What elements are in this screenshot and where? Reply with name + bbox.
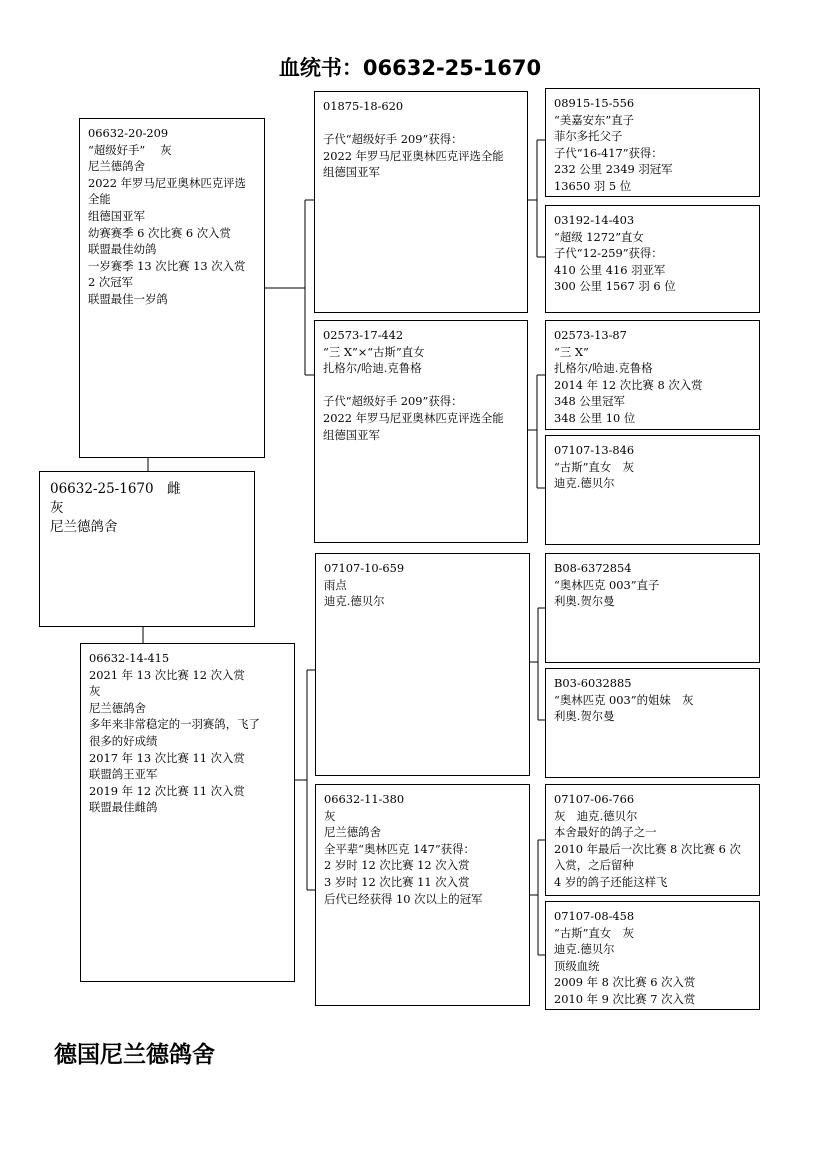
card-line: 扎格尔/哈迪.克鲁格 <box>323 361 422 376</box>
card-line: “三 X”×“古斯”直女 <box>323 344 425 359</box>
pedigree-card-gg2 <box>545 205 760 313</box>
card-line: 组德国亚军 <box>88 208 145 223</box>
card-line: 灰 <box>89 684 101 699</box>
ring-number: 08915-15-556 <box>554 96 635 110</box>
card-line: 2022 年罗马尼亚奥林匹克评选全能 <box>88 175 246 207</box>
pedigree-card-sire-sire <box>314 91 528 313</box>
card-line: “超级好手” 灰 <box>88 142 172 157</box>
card-line: 灰 <box>324 808 336 823</box>
card-line: 联盟鸽王亚军 <box>89 767 158 782</box>
card-line: “超级 1272”直女 <box>554 229 644 244</box>
card-line: 2022 年罗马尼亚奥林匹克评选全能 <box>323 148 504 163</box>
card-line: 尼兰德鸽舍 <box>88 159 145 174</box>
ring-number: 06632-11-380 <box>324 792 405 806</box>
pedigree-card-gg7 <box>545 784 760 896</box>
card-line: 利奥.贺尔曼 <box>554 709 615 724</box>
loft-name-footer: 德国尼兰德鸽舍 <box>54 1042 215 1068</box>
ring-number: 06632-14-415 <box>89 651 170 665</box>
card-line: 顶级血统 <box>554 958 600 973</box>
card-line: 全平辈“奥林匹克 147”获得： <box>324 841 475 856</box>
ring-number: 02573-17-442 <box>323 328 404 342</box>
card-line: 联盟最佳一岁鸽 <box>88 291 168 306</box>
card-line: 很多的好成绩 <box>89 733 158 748</box>
card-line: 扎格尔/哈迪.克鲁格 <box>554 361 653 376</box>
card-line: 组德国亚军 <box>323 165 380 180</box>
pedigree-card-sire <box>79 118 265 458</box>
card-line: “奥林匹克 003”的姐妹 灰 <box>554 692 694 707</box>
ring-number: B08-6372854 <box>554 561 632 575</box>
ring-number: B03-6032885 <box>554 676 632 690</box>
card-line: 灰 <box>50 500 64 516</box>
card-line: 348 公里 10 位 <box>554 410 636 425</box>
card-line: 232 公里 2349 羽冠军 <box>554 162 673 177</box>
ring-number: 07107-08-458 <box>554 909 635 923</box>
card-line: 410 公里 416 羽亚军 <box>554 262 666 277</box>
card-line: 尼兰德鸽舍 <box>324 825 381 840</box>
card-line <box>323 377 519 394</box>
ring-number: 07107-10-659 <box>324 561 405 575</box>
card-line: 一岁赛季 13 次比赛 13 次入赏 <box>88 258 246 273</box>
card-line: “古斯”直女 灰 <box>554 459 634 474</box>
card-line: 尼兰德鸽舍 <box>50 519 118 535</box>
card-line: 本舍最好的鸽子之一 <box>554 825 657 840</box>
card-line: 2019 年 12 次比赛 11 次入赏 <box>89 783 245 798</box>
pedigree-card-dam-dam <box>315 784 530 1006</box>
ring-number: 02573-13-87 <box>554 328 627 342</box>
card-line: 13650 羽 5 位 <box>554 178 632 193</box>
pedigree-card-dam <box>80 643 295 982</box>
card-line: 4 岁的鸽子还能这样飞 <box>554 874 668 889</box>
card-line: 348 公里冠军 <box>554 394 625 409</box>
card-line: 雨点 <box>324 577 347 592</box>
pedigree-card-gg4 <box>545 435 760 545</box>
card-line: 子代“超级好手 209”获得： <box>323 132 463 147</box>
card-line: 组德国亚军 <box>323 427 380 442</box>
ring-number: 06632-25-1670 雌 <box>50 481 181 497</box>
pedigree-card-subject <box>39 471 255 627</box>
card-line: 幼赛赛季 6 次比赛 6 次入赏 <box>88 225 231 240</box>
card-line: “三 X” <box>554 344 589 359</box>
card-line: “美嘉安东”直子 <box>554 112 634 127</box>
card-line: 利奥.贺尔曼 <box>554 594 615 609</box>
card-line: 迪克.德贝尔 <box>324 594 385 609</box>
card-line <box>323 115 519 132</box>
pedigree-card-gg5 <box>545 553 760 663</box>
ring-number: 03192-14-403 <box>554 213 635 227</box>
pedigree-card-gg8 <box>545 901 760 1010</box>
card-line: 多年来非常稳定的一羽赛鸽，飞了 <box>89 717 260 732</box>
card-line: 300 公里 1567 羽 6 位 <box>554 279 676 294</box>
card-line: 2022 年罗马尼亚奥林匹克评选全能 <box>323 410 504 425</box>
ring-number: 07107-13-846 <box>554 443 635 457</box>
card-line: 入赏，之后留种 <box>554 858 634 873</box>
card-line: 2010 年 9 次比赛 7 次入赏 <box>554 991 696 1006</box>
card-line: 子代“超级好手 209”获得： <box>323 394 463 409</box>
ring-number: 06632-20-209 <box>88 126 169 140</box>
card-line: “古斯”直女 灰 <box>554 925 634 940</box>
card-line: 2009 年 8 次比赛 6 次入赏 <box>554 975 696 990</box>
card-line: 联盟最佳幼鸽 <box>88 242 157 257</box>
ring-number: 07107-06-766 <box>554 792 635 806</box>
pedigree-card-gg6 <box>545 668 760 778</box>
card-line: 灰 迪克.德贝尔 <box>554 808 638 823</box>
card-line: 迪克.德贝尔 <box>554 476 615 491</box>
pedigree-card-dam-sire <box>315 553 530 776</box>
card-line: 2010 年最后一次比赛 8 次比赛 6 次 <box>554 841 741 856</box>
card-line: 联盟最佳雌鸽 <box>89 800 158 815</box>
card-line: 后代已经获得 10 次以上的冠军 <box>324 891 483 906</box>
ring-number: 01875-18-620 <box>323 99 404 113</box>
pedigree-card-gg3 <box>545 320 760 430</box>
card-line: 2017 年 13 次比赛 11 次入赏 <box>89 750 245 765</box>
card-line: 子代“16-417”获得： <box>554 145 663 160</box>
pedigree-card-gg1 <box>545 88 760 197</box>
card-line: 2014 年 12 次比赛 8 次入赏 <box>554 377 703 392</box>
card-line: 2021 年 13 次比赛 12 次入赏 <box>89 667 245 682</box>
card-line: “奥林匹克 003”直子 <box>554 577 660 592</box>
card-line: 2 岁时 12 次比赛 12 次入赏 <box>324 858 470 873</box>
card-line: 3 岁时 12 次比赛 11 次入赏 <box>324 874 470 889</box>
card-line: 子代“12-259”获得： <box>554 246 663 261</box>
pedigree-title: 血统书：06632-25-1670 <box>278 56 542 80</box>
card-line: 迪克.德贝尔 <box>554 942 615 957</box>
card-line: 2 次冠军 <box>88 275 134 290</box>
card-line: 菲尔多托父子 <box>554 129 623 144</box>
card-line: 尼兰德鸽舍 <box>89 700 146 715</box>
pedigree-card-sire-dam <box>314 320 528 543</box>
